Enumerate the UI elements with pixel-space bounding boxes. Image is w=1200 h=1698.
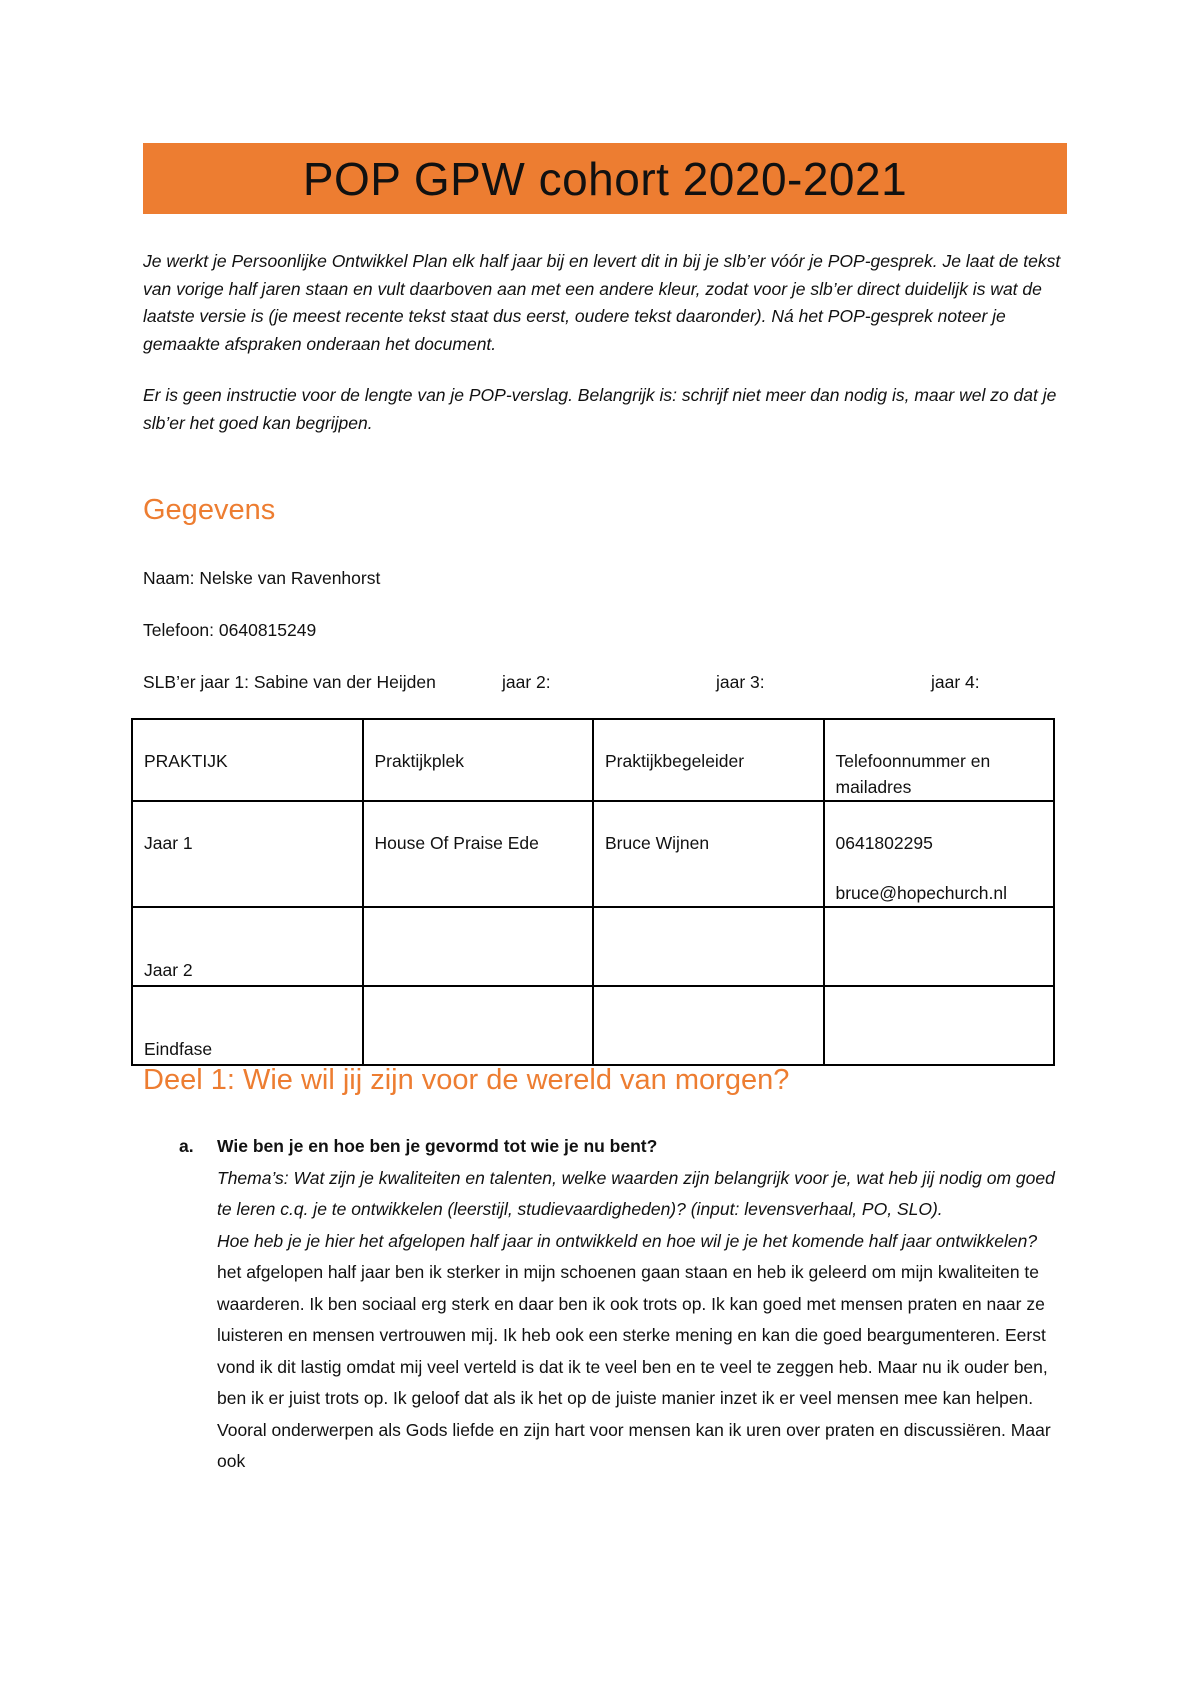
contact-cell	[824, 986, 1055, 1065]
table-header-row	[132, 719, 1054, 801]
table-header-cell: PRAKTIJK	[132, 719, 363, 801]
contact-cell	[824, 801, 1055, 907]
begeleider-cell	[593, 907, 824, 986]
begeleider-cell	[593, 986, 824, 1065]
row-label: Eindfase	[132, 986, 363, 1065]
praktijk-table	[131, 718, 1055, 1066]
deel1-heading: Deel 1: Wie wil jij zijn voor de wereld van morgen?	[143, 1064, 790, 1096]
telefoon-field: Telefoon: 0640815249	[143, 620, 317, 640]
table-header-cell: Telefoonnummer en mailadres	[824, 719, 1055, 801]
row-label: Jaar 1	[132, 801, 363, 907]
naam-field: Naam: Nelske van Ravenhorst	[143, 568, 381, 588]
question-a-prompt: Hoe heb je je hier het afgelopen half jaar in ontwikkeld en hoe wil je je het komende half jaar ontwikkelen?	[217, 1230, 1038, 1251]
table-header-cell: Praktijkbegeleider	[593, 719, 824, 801]
praktijkplek-cell: House Of Praise Ede	[363, 801, 594, 907]
slb-jaar1: SLB’er jaar 1: Sabine van der Heijden	[143, 672, 436, 692]
praktijkplek-cell	[363, 907, 594, 986]
page-title: POP GPW cohort 2020-2021	[302, 152, 908, 205]
table-row	[132, 907, 1054, 986]
contact-cell	[824, 907, 1055, 986]
row-label: Jaar 2	[132, 907, 363, 986]
slb-jaar4: jaar 4:	[931, 672, 980, 692]
slb-jaar3: jaar 3:	[716, 672, 765, 692]
table-header-cell: Praktijkplek	[363, 719, 594, 801]
table-row	[132, 986, 1054, 1065]
gegevens-heading: Gegevens	[143, 494, 276, 526]
intro-text	[143, 248, 1073, 461]
intro-paragraph-1: Je werkt je Persoonlijke Ontwikkel Plan elk half jaar bij en levert dit in bij je slb’er vóór je POP-gesprek. Je laat de tekst van vorige half jaren staan en vult daarboven aan met een andere kleur, zodat voor je slb’er direct duidelijk is wat de laatste versie is (je meest recente tekst staat dus eerst, oudere tekst daaronder). Ná het POP-gesprek noteer je gemaakte afspraken onderaan het document.	[143, 251, 1061, 354]
question-a	[217, 1131, 1067, 1478]
question-a-themes: Thema’s: Wat zijn je kwaliteiten en talenten, welke waarden zijn belangrijk voor je, wat heb jij nodig om goed te leren c.q. je te ontwikkelen (leerstijl, studievaardigheden)? (input: levensverhaal, PO, SLO).	[217, 1167, 1055, 1219]
question-a-letter: a.	[179, 1136, 194, 1156]
praktijkplek-cell	[363, 986, 594, 1065]
intro-paragraph-2: Er is geen instructie voor de lengte van je POP-verslag. Belangrijk is: schrijf niet meer dan nodig is, maar wel zo dat je slb’er het goed kan begrijpen.	[143, 385, 1057, 433]
title-banner	[143, 143, 1067, 214]
contact-phone: 0641802295	[835, 833, 933, 853]
table-row	[132, 801, 1054, 907]
question-a-title: Wie ben je en hoe ben je gevormd tot wie je nu bent?	[217, 1136, 658, 1156]
contact-email: bruce@hopechurch.nl	[835, 883, 1007, 903]
slb-jaar2: jaar 2:	[502, 672, 551, 692]
begeleider-cell: Bruce Wijnen	[593, 801, 824, 907]
question-a-answer: het afgelopen half jaar ben ik sterker in mijn schoenen gaan staan en heb ik geleerd om mijn kwaliteiten te waarderen. Ik ben sociaal erg sterk en daar ben ik ook trots op. Ik kan goed met mensen praten en naar ze luisteren en mensen vertrouwen mij. Ik heb ook een sterke mening en kan die goed beargumenteren. Eerst vond ik dit lastig omdat mij veel verteld is dat ik te veel ben en te veel te zeggen heb. Maar nu ik ouder ben, ben ik er juist trots op. Ik geloof dat als ik het op de juiste manier inzet ik er veel mensen mee kan helpen. Vooral onderwerpen als Gods liefde en zijn hart voor mensen kan ik uren over praten en discussiëren. Maar ook	[217, 1262, 1051, 1471]
